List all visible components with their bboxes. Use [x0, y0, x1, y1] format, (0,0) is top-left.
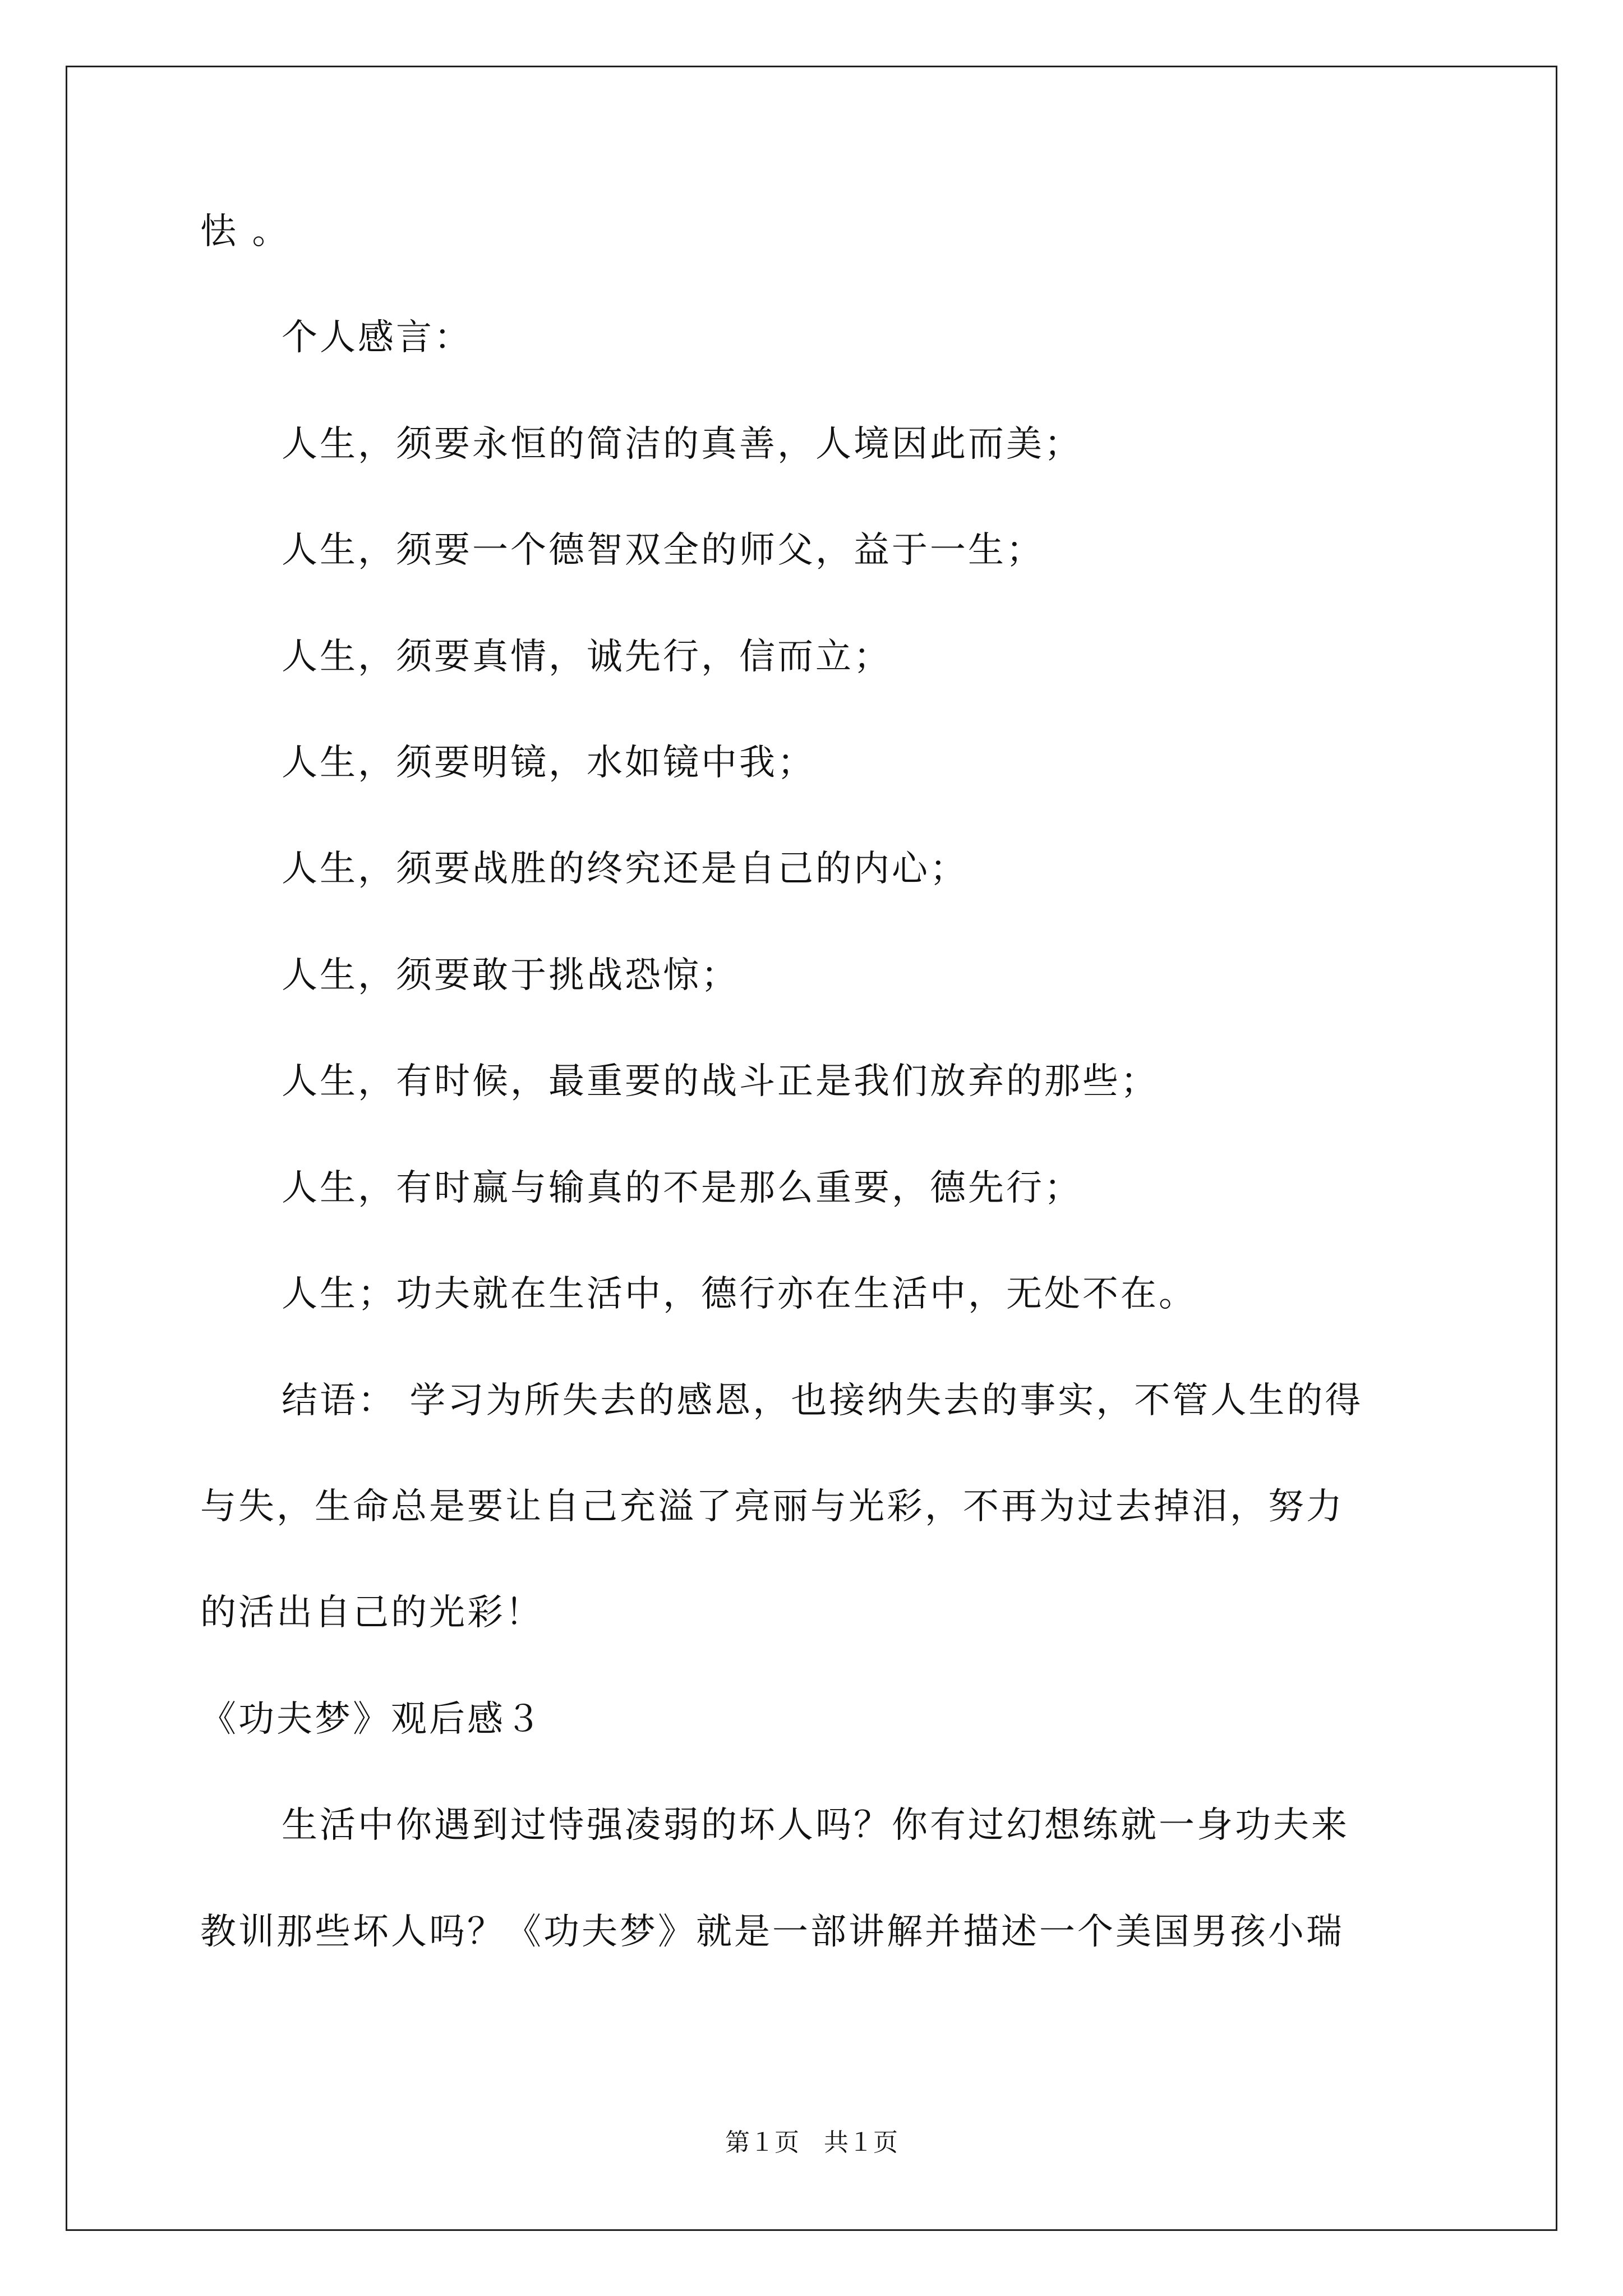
- text-line: 人生；功夫就在生活中，德行亦在生活中，无处不在。: [282, 1273, 1197, 1315]
- text-line: 人生，须要敢于挑战恐惊；: [282, 955, 739, 996]
- text-line: 人生，须要战胜的终究还是自己的内心；: [282, 848, 968, 890]
- text-line: 结语： 学习为所失去的感恩，也接纳失去的事实，不管人生的得: [282, 1380, 1363, 1421]
- text-line: 的活出自己的光彩！: [200, 1592, 543, 1634]
- text-line: 个人感言：: [282, 317, 472, 358]
- text-line: 人生，有时赢与输真的不是那么重要，德先行；: [282, 1167, 1082, 1209]
- text-line: 怯 。: [200, 211, 291, 252]
- text-line: 生活中你遇到过恃强凌弱的坏人吗？你有过幻想练就一身功夫来: [282, 1805, 1349, 1846]
- text-line: 人生，须要永恒的简洁的真善，人境因此而美；: [282, 424, 1082, 465]
- page-number-footer: 第１页 共１页: [725, 2128, 898, 2157]
- text-line: 人生，须要真情，诚先行，信而立；: [282, 636, 892, 678]
- text-line: 与失，生命总是要让自己充溢了亮丽与光彩，不再为过去掉泪，努力: [200, 1486, 1344, 1527]
- section-heading: 《功夫梦》观后感３: [200, 1699, 543, 1740]
- text-line: 人生，须要明镜，水如镜中我；: [282, 742, 815, 784]
- text-line: 人生，须要一个德智双全的师父，益于一生；: [282, 530, 1044, 571]
- text-line: 教训那些坏人吗？《功夫梦》就是一部讲解并描述一个美国男孩小瑞: [200, 1911, 1344, 1953]
- text-line: 人生，有时候，最重要的战斗正是我们放弃的那些；: [282, 1061, 1159, 1102]
- page-border: [66, 66, 1557, 2231]
